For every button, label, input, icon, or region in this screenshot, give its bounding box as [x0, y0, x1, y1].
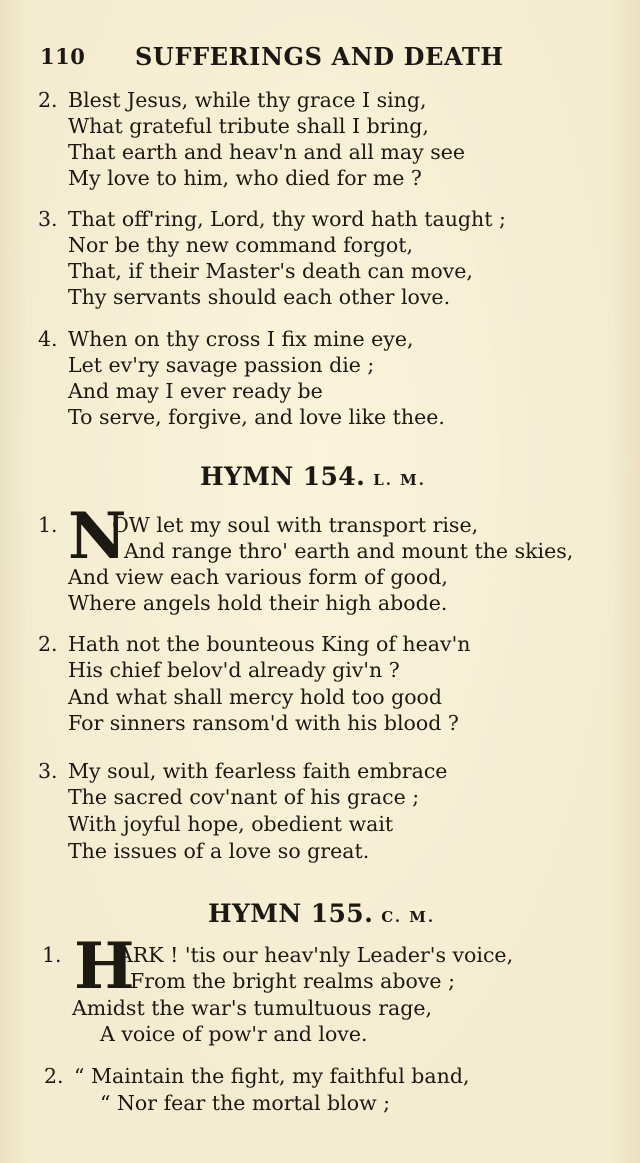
- verse-line: From the bright realms above ;: [130, 969, 455, 993]
- verse-line-text: “ Maintain the fight, my faithful band,: [74, 1064, 470, 1088]
- verse-line-text: Blest Jesus, while thy grace I sing,: [68, 88, 427, 112]
- verse-line: And what shall mercy hold too good: [68, 685, 443, 709]
- drop-cap: N: [68, 499, 127, 574]
- hymn-title: [208, 899, 435, 928]
- verse-number: 1.: [38, 513, 58, 537]
- verse-line: With joyful hope, obedient wait: [68, 812, 394, 836]
- page-number: 110: [40, 44, 86, 69]
- verse-line-text: That off'ring, Lord, thy word hath taught ;: [68, 207, 506, 231]
- verse-line: For sinners ransom'd with his blood ?: [68, 711, 459, 735]
- hymn-meter: C. M.: [381, 908, 436, 926]
- hymn-title: [200, 462, 426, 491]
- verse-line: The issues of a love so great.: [68, 839, 370, 863]
- verse-line-first: [38, 87, 427, 113]
- verse-line: That earth and heav'n and all may see: [68, 140, 465, 164]
- verse-line: That, if their Master's death can move,: [68, 259, 473, 283]
- hymn-meter: L. M.: [373, 471, 427, 489]
- verse-line: Where angels hold their high abode.: [68, 591, 448, 615]
- verse-line: And view each various form of good,: [68, 565, 448, 589]
- verse-line-first: [38, 206, 506, 232]
- verse-number: 3.: [38, 207, 58, 231]
- verse-line-text: When on thy cross I fix mine eye,: [68, 327, 414, 351]
- verse-number: 2.: [38, 88, 58, 112]
- hymn-number: HYMN 155.: [208, 899, 374, 928]
- drop-cap: H: [74, 929, 135, 1004]
- verse-line: A voice of pow'r and love.: [100, 1022, 368, 1046]
- verse-line: Let ev'ry savage passion die ;: [68, 353, 375, 377]
- verse-line: “ Nor fear the mortal blow ;: [100, 1091, 391, 1115]
- verse-line: His chief belov'd already giv'n ?: [68, 658, 400, 682]
- verse-line-first: [38, 758, 447, 784]
- verse-line: What grateful tribute shall I bring,: [68, 114, 429, 138]
- running-title: SUFFERINGS AND DEATH: [135, 42, 504, 71]
- verse-line: Nor be thy new command forgot,: [68, 233, 414, 257]
- verse-number: 3.: [38, 759, 58, 783]
- verse-line: Amidst the war's tumultuous rage,: [72, 996, 432, 1020]
- verse-line-text: My soul, with fearless faith embrace: [68, 759, 448, 783]
- verse-line: ARK ! 'tis our heav'nly Leader's voice,: [118, 943, 514, 967]
- verse-number: 1.: [42, 943, 62, 967]
- verse-number: 2.: [38, 632, 58, 656]
- verse-line: And may I ever ready be: [68, 379, 323, 403]
- verse-line: To serve, forgive, and love like thee.: [68, 405, 445, 429]
- verse-line-first: [38, 326, 413, 352]
- verse-line: OW let my soul with transport rise,: [112, 513, 479, 537]
- verse-number: 4.: [38, 327, 58, 351]
- verse-line: The sacred cov'nant of his grace ;: [68, 785, 420, 809]
- verse-line: And range thro' earth and mount the skies,: [124, 539, 574, 563]
- verse-line-first: [44, 1063, 469, 1089]
- verse-line: My love to him, who died for me ?: [68, 166, 422, 190]
- hymn-number: HYMN 154.: [200, 462, 366, 491]
- verse-number: 2.: [44, 1064, 64, 1088]
- verse-line: Thy servants should each other love.: [68, 285, 451, 309]
- verse-line-first: [38, 631, 470, 657]
- verse-line-text: Hath not the bounteous King of heav'n: [68, 632, 471, 656]
- running-header: [40, 42, 620, 72]
